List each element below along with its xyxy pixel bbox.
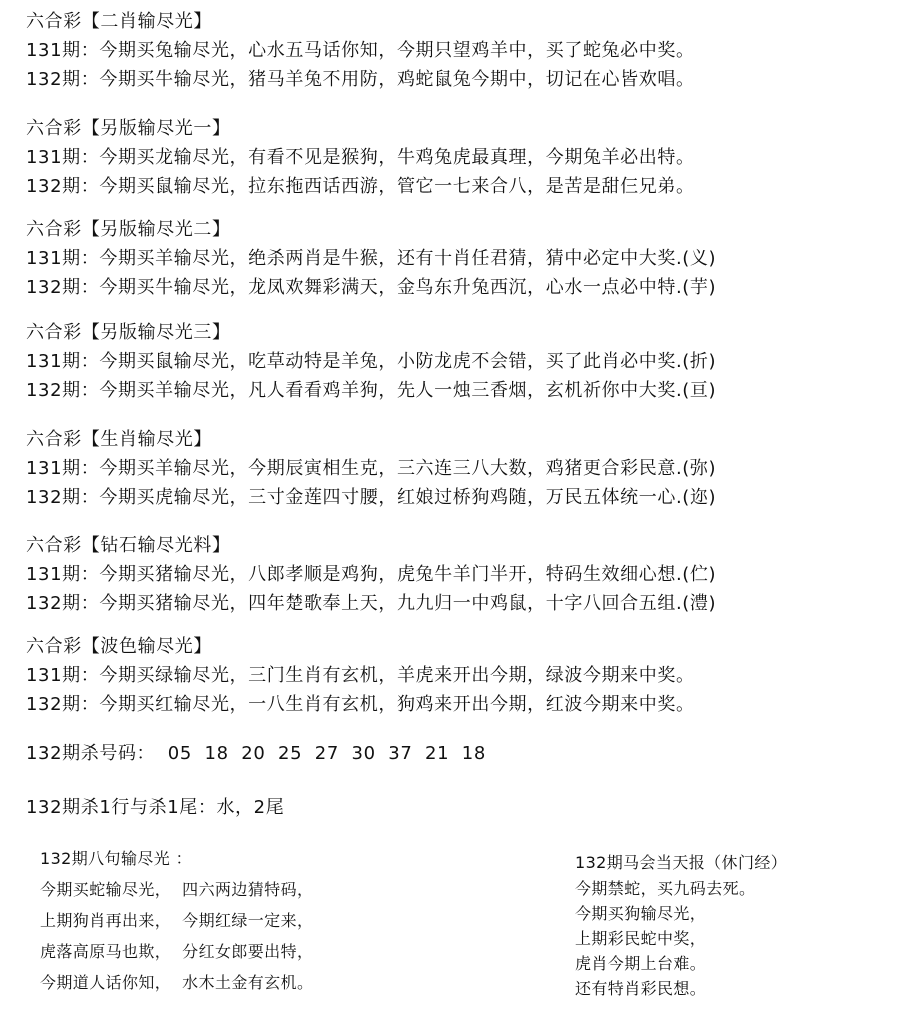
- section-title: 六合彩【钻石输尽光料】: [26, 535, 231, 556]
- poem-line: 今期买蛇输尽光， 四六两边猜特码，: [40, 880, 314, 899]
- section-1: [26, 7, 695, 94]
- text-line: 131期：今期买龙输尽光，有看不见是猴狗，牛鸡兔虎最真理，今期兔羊必出特。: [26, 147, 695, 168]
- poem-line: 上期狗肖再出来， 今期红绿一定来，: [40, 911, 314, 930]
- poem-line: 虎落高原马也欺， 分红女郎要出特，: [40, 942, 314, 961]
- section-5: [26, 425, 716, 512]
- poem-box-right: [575, 849, 787, 1001]
- text-line: 132期：今期买鼠输尽光，拉东拖西话西游，管它一七来合八，是苦是甜仨兄弟。: [26, 176, 695, 197]
- poem-box-left: [40, 843, 313, 998]
- section-title: 六合彩【生肖输尽光】: [26, 429, 212, 450]
- poem-title: 132期八句输尽光 ：: [40, 849, 193, 868]
- section-title: 六合彩【另版输尽光二】: [26, 219, 231, 240]
- text-line: 131期：今期买猪输尽光，八郎孝顺是鸡狗，虎兔牛羊门半开，特码生效细心想.(伫): [26, 564, 717, 585]
- text-line: 132期：今期买虎输尽光，三寸金莲四寸腰，红娘过桥狗鸡随，万民五体统一心.(迩): [26, 487, 717, 508]
- poem-title: 132期马会当天报（休门经）: [575, 853, 788, 872]
- section-title: 六合彩【另版输尽光一】: [26, 118, 231, 139]
- poem-line: 还有特肖彩民想。: [575, 979, 707, 998]
- kill-line: 132期杀1行与杀1尾：水，2尾: [26, 797, 285, 818]
- text-line: 131期：今期买鼠输尽光，吃草动特是羊兔，小防龙虎不会错，买了此肖必中奖.(折): [26, 351, 717, 372]
- text-line: 132期：今期买牛输尽光，龙凤欢舞彩满天，金鸟东升兔西沉，心水一点必中特.(芋): [26, 277, 717, 298]
- poem-line: 虎肖今期上台难。: [575, 954, 707, 973]
- text-line: 131期：今期买羊输尽光，绝杀两肖是牛猴，还有十肖任君猜，猜中必定中大奖.(义): [26, 248, 717, 269]
- section-title: 六合彩【另版输尽光三】: [26, 322, 231, 343]
- poem-line: 今期禁蛇，买九码去死。: [575, 879, 756, 898]
- text-line: 132期：今期买羊输尽光，凡人看看鸡羊狗，先人一烛三香烟，玄机祈你中大奖.(亘): [26, 380, 717, 401]
- text-line: 132期：今期买猪输尽光，四年楚歌奉上天，九九归一中鸡鼠，十字八回合五组.(澧): [26, 593, 717, 614]
- text-line: 131期：今期买绿输尽光，三门生肖有玄机，羊虎来开出今期，绿波今期来中奖。: [26, 665, 695, 686]
- poem-line: 上期彩民蛇中奖，: [575, 929, 707, 948]
- section-title: 六合彩【二肖输尽光】: [26, 11, 212, 32]
- poem-line: 今期买狗输尽光，: [575, 904, 707, 923]
- text-line: 131期：今期买羊输尽光，今期辰寅相生克，三六连三八大数，鸡猪更合彩民意.(弥): [26, 458, 717, 479]
- kill-numbers: 132期杀号码： 05 18 20 25 27 30 37 21 18: [26, 743, 486, 764]
- text-line: 132期：今期买红输尽光，一八生肖有玄机，狗鸡来开出今期，红波今期来中奖。: [26, 694, 695, 715]
- section-title: 六合彩【波色输尽光】: [26, 636, 212, 657]
- section-6: [26, 531, 716, 618]
- text-line: 131期：今期买兔输尽光，心水五马话你知，今期只望鸡羊中，买了蛇兔必中奖。: [26, 40, 695, 61]
- text-line: 132期：今期买牛输尽光，猪马羊兔不用防，鸡蛇鼠兔今期中，切记在心皆欢唱。: [26, 69, 695, 90]
- section-4: [26, 318, 716, 405]
- section-2: [26, 114, 695, 201]
- section-7: [26, 632, 695, 719]
- section-3: [26, 215, 716, 302]
- poem-line: 今期道人话你知， 水木土金有玄机。: [40, 973, 314, 992]
